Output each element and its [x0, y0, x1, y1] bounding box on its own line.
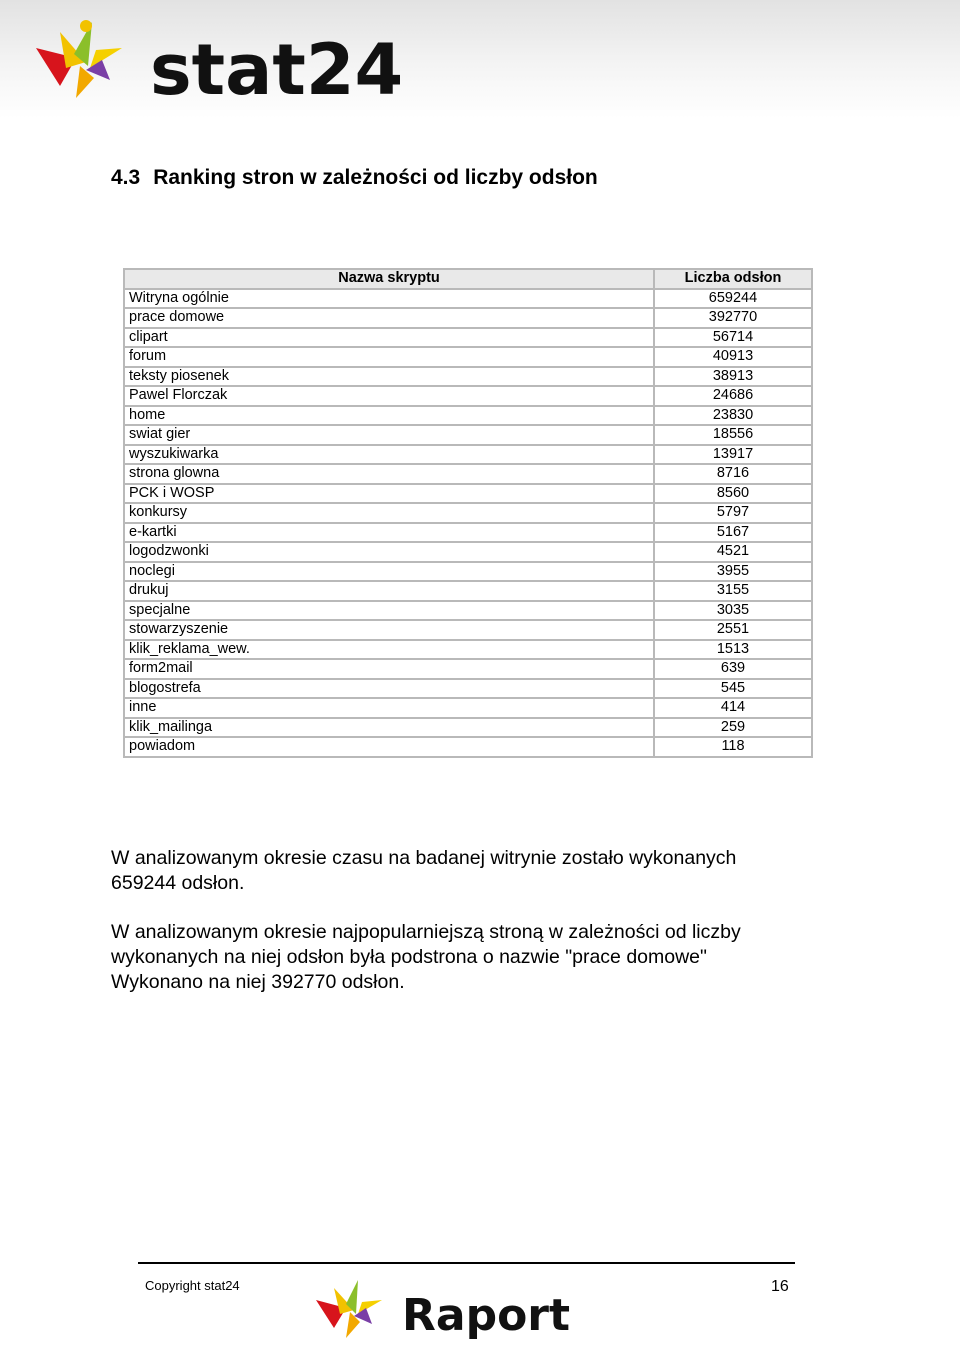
script-name-cell: clipart [124, 328, 654, 348]
script-name-cell: PCK i WOSP [124, 484, 654, 504]
view-count-cell: 8560 [654, 484, 812, 504]
footer-divider [138, 1262, 795, 1264]
view-count-cell: 4521 [654, 542, 812, 562]
view-count-cell: 659244 [654, 289, 812, 309]
view-count-cell: 5167 [654, 523, 812, 543]
section-title: Ranking stron w zależności od liczby odsłon [153, 166, 598, 189]
ranking-table [123, 268, 813, 758]
table-row [124, 425, 812, 445]
script-name-cell: stowarzyszenie [124, 620, 654, 640]
view-count-cell: 2551 [654, 620, 812, 640]
script-name-cell: home [124, 406, 654, 426]
view-count-cell: 3035 [654, 601, 812, 621]
script-name-cell: noclegi [124, 562, 654, 582]
summary-paragraph-top-page [111, 920, 811, 995]
table-row [124, 347, 812, 367]
script-name-cell: powiadom [124, 737, 654, 757]
raport-text: Raport [402, 1290, 571, 1340]
view-count-cell: 259 [654, 718, 812, 738]
view-count-cell: 3155 [654, 581, 812, 601]
view-count-cell: 56714 [654, 328, 812, 348]
view-count-cell: 639 [654, 659, 812, 679]
table-row [124, 718, 812, 738]
table-row [124, 737, 812, 757]
summary-line: W analizowanym okresie czasu na badanej witrynie zostało wykonanych [111, 847, 737, 869]
pinwheel-icon [36, 20, 122, 98]
brand-text: stat24 [150, 29, 404, 104]
table-row [124, 445, 812, 465]
summary-line: W analizowanym okresie najpopularniejszą stroną w zależności od liczby [111, 921, 741, 943]
table-row [124, 289, 812, 309]
script-name-cell: strona glowna [124, 464, 654, 484]
page-header [0, 0, 960, 118]
table-row [124, 581, 812, 601]
table-row [124, 308, 812, 328]
raport-logo [312, 1278, 572, 1340]
table-row [124, 679, 812, 699]
table-row [124, 328, 812, 348]
view-count-cell: 24686 [654, 386, 812, 406]
table-row [124, 406, 812, 426]
view-count-cell: 18556 [654, 425, 812, 445]
summary-line: Wykonano na niej 392770 odsłon. [111, 971, 405, 993]
view-count-cell: 3955 [654, 562, 812, 582]
table-row [124, 464, 812, 484]
table-row [124, 367, 812, 387]
table-header-row [124, 269, 812, 289]
table-row [124, 659, 812, 679]
script-name-cell: form2mail [124, 659, 654, 679]
script-name-cell: klik_reklama_wew. [124, 640, 654, 660]
view-count-cell: 118 [654, 737, 812, 757]
table-row [124, 562, 812, 582]
column-header-views: Liczba odsłon [654, 269, 812, 289]
pinwheel-icon [316, 1280, 382, 1338]
script-name-cell: teksty piosenek [124, 367, 654, 387]
column-header-script-name: Nazwa skryptu [124, 269, 654, 289]
script-name-cell: swiat gier [124, 425, 654, 445]
section-number: 4.3 [111, 166, 141, 189]
view-count-cell: 414 [654, 698, 812, 718]
page-number: 16 [771, 1278, 789, 1295]
view-count-cell: 38913 [654, 367, 812, 387]
view-count-cell: 40913 [654, 347, 812, 367]
table-row [124, 503, 812, 523]
stat24-logo [30, 18, 410, 104]
view-count-cell: 392770 [654, 308, 812, 328]
script-name-cell: logodzwonki [124, 542, 654, 562]
script-name-cell: forum [124, 347, 654, 367]
script-name-cell: e-kartki [124, 523, 654, 543]
table-row [124, 640, 812, 660]
script-name-cell: Witryna ogólnie [124, 289, 654, 309]
summary-line: wykonanych na niej odsłon była podstrona o nazwie "prace domowe" [111, 946, 707, 968]
table-body [124, 289, 812, 757]
script-name-cell: specjalne [124, 601, 654, 621]
view-count-cell: 1513 [654, 640, 812, 660]
table-row [124, 620, 812, 640]
table-row [124, 484, 812, 504]
script-name-cell: wyszukiwarka [124, 445, 654, 465]
script-name-cell: drukuj [124, 581, 654, 601]
view-count-cell: 545 [654, 679, 812, 699]
table-row [124, 523, 812, 543]
script-name-cell: klik_mailinga [124, 718, 654, 738]
view-count-cell: 8716 [654, 464, 812, 484]
table-row [124, 601, 812, 621]
section-heading [111, 166, 598, 190]
copyright-text: Copyright stat24 [145, 1278, 240, 1293]
summary-paragraph-total [111, 846, 811, 896]
summary-line: 659244 odsłon. [111, 872, 245, 894]
script-name-cell: prace domowe [124, 308, 654, 328]
view-count-cell: 5797 [654, 503, 812, 523]
table-row [124, 698, 812, 718]
table-row [124, 386, 812, 406]
view-count-cell: 23830 [654, 406, 812, 426]
script-name-cell: blogostrefa [124, 679, 654, 699]
table-row [124, 542, 812, 562]
script-name-cell: Pawel Florczak [124, 386, 654, 406]
script-name-cell: konkursy [124, 503, 654, 523]
script-name-cell: inne [124, 698, 654, 718]
view-count-cell: 13917 [654, 445, 812, 465]
